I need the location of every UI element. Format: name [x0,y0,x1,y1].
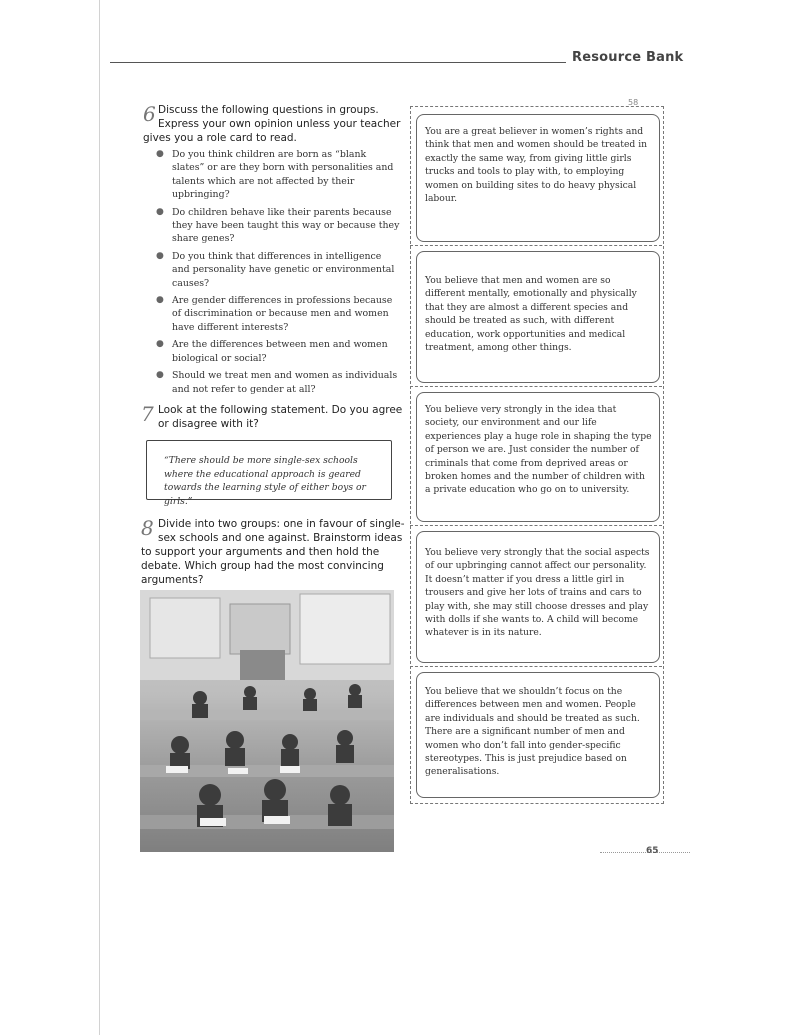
section-8-intro-line-1: Divide into two groups: one in favour of single- [158,518,405,530]
question-text: Do you think that differences in intelligence and personality have genetic or environmental causes? [172,250,395,289]
question-item [152,148,400,202]
cut-line [410,666,662,667]
question-item [152,250,400,290]
section-8-intro-line-4: debate. Which group had the most convincing [141,560,384,572]
classroom-illustration [140,590,394,852]
question-item [152,338,400,365]
role-card-3 [416,392,660,522]
page-number: 65 [646,846,659,856]
bullet-icon: ● [156,250,164,261]
section-6-intro-line-1: Discuss the following questions in groups. [158,104,379,116]
role-card-4 [416,531,660,663]
classroom-photo [140,590,394,852]
cut-line [410,525,662,526]
question-item [152,369,400,396]
bullet-icon: ● [156,206,164,217]
question-item [152,294,400,334]
cut-line [410,245,662,246]
role-card-text: You are a great believer in women’s rights and think that men and women should be treated in exactly the same way, from giving little girls trucks and tools to play with, to employing women on building sites to do heavy physical labour. [425,126,648,205]
question-text: Are the differences between men and women biological or social? [172,339,388,364]
question-list [152,148,400,400]
bullet-icon: ● [156,339,164,350]
question-text: Do children behave like their parents because they have been taught this way or because they share genes? [172,206,400,245]
cut-line [410,386,662,387]
section-7-number: 7 [141,402,154,426]
role-card-text: You believe very strongly that the social aspects of our upbringing cannot affect our personality. It doesn’t matter if you dress a little girl in trousers and give her lots of trains and cars to play with, she may still choose dresses and play with dolls if she wants to. A child will become whatever is in its nature. [425,547,650,639]
role-card-2 [416,251,660,383]
bullet-icon: ● [156,370,164,381]
role-card-5 [416,672,660,798]
role-card-text: You believe very strongly in the idea that society, our environment and our life experiences play a huge role in shaping the type of person we are. Just consider the number of criminals that come from deprived areas or broken homes and the number of children with a private education who go on to university. [425,404,652,496]
bullet-icon: ● [156,149,164,159]
section-8-intro-line-5: arguments? [141,574,204,586]
role-card-1 [416,114,660,242]
section-6-number: 6 [143,102,156,126]
section-8-intro-line-3: to support your arguments and then hold the [141,546,380,558]
bullet-icon: ● [156,295,164,306]
section-8-number: 8 [141,516,154,540]
footer-dots [600,852,690,853]
quote-text: “There should be more single-sex schools where the educational approach is geared towards the learning style of either boys or girls.” [164,455,366,507]
section-7-intro-line-2: or disagree with it? [158,418,259,430]
corner-mark: 58 [628,98,639,107]
header-title: Resource Bank [572,50,684,65]
question-item [152,206,400,246]
section-8-intro-line-2: sex schools and one against. Brainstorm ideas [158,532,403,544]
section-6-intro-line-3: gives you a role card to read. [143,132,297,144]
question-text: Do you think children are born as “blank slates” or are they born with personalities and talents which are not affected by their upbringing? [172,149,394,201]
header-rule [110,62,566,63]
page-margin-line [99,0,100,1035]
section-7-intro-line-1: Look at the following statement. Do you agree [158,404,403,416]
section-6-intro-line-2: Express your own opinion unless your teacher [158,118,401,130]
question-text: Should we treat men and women as individuals and not refer to gender at all? [172,370,398,395]
question-text: Are gender differences in professions because of discrimination or because men and women have different interests? [172,295,393,333]
role-card-text: You believe that we shouldn’t focus on the differences between men and women. People are individuals and should be treated as such. There are a significant number of men and women who don’t fall into gender-specific stereotypes. This is just prejudice based on generalisations. [425,686,640,778]
role-card-text: You believe that men and women are so different mentally, emotionally and physically that they are almost a different species and should be treated as such, with different education, work opportunities and medical treatment, among other things. [425,275,637,354]
